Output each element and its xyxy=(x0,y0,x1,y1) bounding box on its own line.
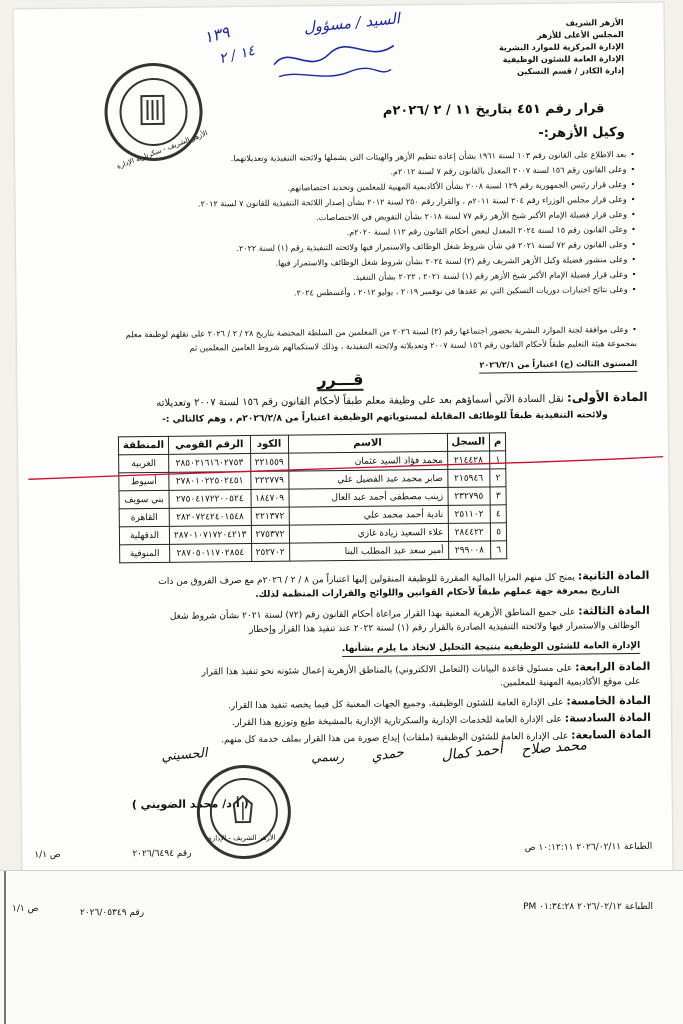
handwritten-note: السيد / مسؤول xyxy=(302,9,401,37)
table-cell: ٢١٤٤٢٨ xyxy=(447,451,490,469)
table-cell: نادية أحمد محمد علي xyxy=(289,505,448,525)
table-cell: أمير سعد عبد المطلب البنا xyxy=(289,541,448,561)
article-text: على الإدارة العامة للخدمات الإدارية والسكرتارية الإدارية بالمشيخة طبع وتوزيع هذا القرار. xyxy=(232,714,562,729)
col-header: السجل xyxy=(447,433,490,451)
preamble-title: وكيل الأزهر:- xyxy=(538,125,625,141)
article-5 xyxy=(26,695,651,715)
table-row xyxy=(120,541,508,563)
preamble-item: • بعد الاطلاع على القانون رقم ١٠٣ لسنة ١٩٦١ بشأن إعادة تنظيم الأزهر والهيئات التي يشملها ولائحته التنفيذية وتعديلاتهما. xyxy=(35,147,635,168)
signature: حمدي xyxy=(370,745,405,765)
reference-number: رقم ٢٠٢٦/٦٤٩٤ xyxy=(132,848,192,860)
table-cell: علاء السعيد زيادة غازي xyxy=(289,523,448,543)
article-text: نقل السادة الآتي أسماؤهم بعد على وظيفة معلم طبقاً لأحكام القانون رقم ١٥٦ لسنة ٢٠٠٧ وتعديلاته xyxy=(156,393,564,409)
letterhead-line: إدارة الكادر / قسم التسكين xyxy=(517,66,625,77)
red-pen-mark xyxy=(18,451,668,488)
table-cell: ٣ xyxy=(490,487,507,505)
article-1 xyxy=(22,389,647,430)
table-cell: ٦ xyxy=(491,541,508,559)
article-3 xyxy=(25,604,650,661)
table-cell: ٢٥٢٧٠٢ xyxy=(251,543,289,561)
decision-number: قرار رقم ٤٥١ بتاريخ ١١ / ٢ /٢٠٢٦م xyxy=(382,101,605,119)
seal-text: الأزهر الشريف - الإدارة xyxy=(208,833,276,843)
table-cell: محمد فؤاد السيد عثمان xyxy=(288,451,447,471)
col-header: الاسم xyxy=(288,433,447,453)
page-indicator: ص ١/١ xyxy=(34,849,61,861)
table-cell: ٢٧٨٠١٠٢٢٥٠٢٤٥١ xyxy=(169,471,251,490)
table-cell: ٢٨٤٤٢٢ xyxy=(448,523,491,541)
letterhead xyxy=(404,17,625,79)
preamble-item: • وعلى القانون رقم ١٥ لسنة ٢٠٢٤ المعدل لبعض أحكام القانون رقم ١١٢ لسنة ٢٠٢٠م. xyxy=(36,222,636,243)
approval-line: • وعلى موافقة لجنة الموارد البشرية بحضور اجتماعها رقم (٢) لسنة ٢٠٢٦ من المعلمين من السلطة المختصة بتاريخ ٢٨ / ٢ / ٢٠٢٦ على نقلهم لوظيفة معلم xyxy=(37,323,637,343)
table-cell: زينب مصطفى أحمد عبد العال xyxy=(289,487,448,507)
preamble-item: • وعلى قرار فضيلة الإمام الأكبر شيخ الأزهر رقم (١) لسنة ٢٠٢١ ، ٢٠٢٢ بشأن التنفيذ. xyxy=(36,267,636,288)
table-cell: ١ xyxy=(490,451,507,469)
table-cell: ٤ xyxy=(490,505,507,523)
table-cell: ٢ xyxy=(490,469,507,487)
letterhead-line: الأزهر الشريف xyxy=(565,18,624,28)
preamble-list xyxy=(35,147,637,303)
article-text: الوظائف والاستمرار فيها ولائحته التنفيذية الصادرة بالقرار رقم (١) لسنة ٢٠٢٢ عند تنفيذ هذا القرار وإخطار xyxy=(249,620,640,635)
table-cell: ٢٥١١٠٢ xyxy=(448,505,491,523)
article-text: على الإدارة العامة للشئون الوظيفية، وجميع الجهات المعنية كل فيما يخصه تنفيذ هذا القرار. xyxy=(227,697,564,712)
article-text: الإدارة العامة للشئون الوظيفية بنتيجة التحليل لاتخاذ ما يلزم بشأنها. xyxy=(342,639,641,657)
seal-text: الأزهر الشريف - سكرتارية الإدارة xyxy=(115,129,209,171)
table-cell: ٢٢٢٧٧٩ xyxy=(250,471,288,489)
letterhead-line: المجلس الأعلى للأزهر xyxy=(536,30,624,40)
table-cell: المنوفية xyxy=(120,544,170,563)
table-cell: ٢٢١٣٧٢ xyxy=(251,507,289,525)
second-page-strip xyxy=(0,870,683,1024)
table-cell: ٢٨٢٠٧٢٤٢٤٠١٥٤٨ xyxy=(169,507,251,526)
article-label: المادة الرابعة: xyxy=(574,659,651,674)
handwritten-date: ١٤ / ٢ xyxy=(217,42,257,68)
article-label: المادة الثانية: xyxy=(577,568,650,583)
article-text: على موقع الأكاديمية المهنية للمعلمين. xyxy=(499,676,641,689)
article-text: على مسئول قاعدة البيانات (التعامل الالكتروني) بالمناطق الأزهرية إعمال شئونه نحو تنفيذ هذا القرار xyxy=(201,663,573,678)
letterhead-line: الإدارة العامة للشئون الوظيفية xyxy=(502,54,625,65)
col-header: م xyxy=(489,433,506,451)
table-cell: ٢٩٩٠٠٨ xyxy=(448,541,491,559)
signature-seal xyxy=(196,765,291,860)
table-cell: ٢٨٧٠١٠٧١٧٢٠٤٢١٣ xyxy=(169,525,251,544)
table-cell: الدقهلية xyxy=(119,526,169,545)
table-cell: أسيوط xyxy=(119,472,169,491)
col-header: الكود xyxy=(250,435,288,453)
table-cell: ٢١٥٩٤٦ xyxy=(447,469,490,487)
page-indicator: ص ١/١ xyxy=(12,904,39,914)
article-2 xyxy=(24,569,649,605)
approval-line: بمجموعة هيئة التعليم طبقاً لأحكام القانون رقم ١٥٦ لسنة ٢٠٠٧ وتعديلاته ولائحته التنفيذية ، وذلك لاستكمالهم شروط العامين المعلمين ثم xyxy=(189,338,638,353)
article-text: ولائحته التنفيذية طبقاً للوظائف المقابلة لمستوياتهم الوظيفية اعتباراً من ٢٠٢٦/٢/٨م ، وهم كالتالي :- xyxy=(162,410,608,425)
seal-eagle-icon xyxy=(228,792,258,828)
official-seal xyxy=(104,62,209,171)
preamble-item: • وعلى القانون رقم ١٥٦ لسنة ٢٠٠٧ المعدل بالقانون رقم ٧ لسنة ٢٠١٢م. xyxy=(35,162,635,183)
signature: رسمي xyxy=(311,750,345,765)
preamble-item: • وعلى قرار فضيلة الإمام الأكبر شيخ الأزهر رقم ٧٧ لسنة ٢٠١٨ بشأن التفويض في الاختصاصات. xyxy=(36,207,636,228)
article-label: المادة السادسة: xyxy=(564,710,651,725)
table-cell: ٢٨٥٠٢١٦١٦٠٢٧٥٣ xyxy=(169,453,251,472)
preamble-item: • وعلى نتائج اختبارات دوريات التسكين التي تم عقدها في نوفمبر ٢٠١٩ ، يوليو ٢٠١٢ ، وأغسطس ٢٠٢٤. xyxy=(36,282,636,303)
print-timestamp: الطباعة ٢٠٢٦/٠٢/١١ ١٠:١٢:١١ ص xyxy=(524,841,653,854)
official-name: ( أ.د/ محمد الضويني ) xyxy=(131,797,249,812)
article-label: المادة الخامسة: xyxy=(566,693,651,708)
preamble-item: • وعلى القانون رقم ٧٢ لسنة ٢٠٢١ في شأن شروط شغل الوظائف والاستمرار فيها ولائحته التنفيذية رقم (١) لسنة ٢٠٢٢. xyxy=(36,237,636,258)
article-text: يمنح كل منهم المزايا المالية المقررة للوظيفة المنقولين إليها اعتباراً من ٨ / ٢ / ٢٠٢٦م مع صرف الفروق من ذات xyxy=(158,572,576,587)
article-text: التاريخ بمعرفة جهة عملهم طبقاً لأحكام القوانين واللوائح والقرارات المنظمة لذلك. xyxy=(255,586,620,600)
table-cell: صابر محمد عبد الفضيل علي xyxy=(288,469,447,489)
decree-sheet xyxy=(13,3,672,882)
table-cell: الغربية xyxy=(119,454,169,473)
article-6 xyxy=(26,712,651,732)
table-cell: ٥ xyxy=(490,523,507,541)
approval-line-underlined: المستوى الثالث (ج) اعتباراً من ٢٠٢٦/٢/١ xyxy=(479,357,637,374)
table-cell: ٢٨٧٠٥٠١١٧٠٢٨٥٤ xyxy=(170,543,252,562)
decision-title: قـــرر xyxy=(317,369,364,390)
handwritten-number: ١٣٩ xyxy=(201,22,232,48)
signature: الحسيني xyxy=(160,745,209,765)
table-cell: ١٨٤٧٠٩ xyxy=(250,489,288,507)
table-cell: ٢٧٥٣٧٢ xyxy=(251,525,289,543)
letterhead-line: الإدارة المركزية للموارد البشرية xyxy=(498,42,624,53)
article-label: المادة الأولى: xyxy=(566,389,648,405)
article-label: المادة السابعة: xyxy=(570,727,652,742)
preamble-item: • وعلى منشور فضيلة وكيل الأزهر الشريف رقم (٢) لسنة ٢٠٢٤ بشأن شروط شغل الوظائف والاستمرار فيها. xyxy=(36,252,636,273)
reference-number: رقم ٢٠٢٦/٠٥٣٤٩ xyxy=(80,908,145,918)
article-4 xyxy=(25,660,650,696)
table-cell: القاهرة xyxy=(119,508,169,527)
articles-list xyxy=(24,569,651,753)
preamble-item: • وعلى قرار مجلس الوزراء رقم ٢٠٤ لسنة ٢٠١١م ، والقرار رقم ٢٥٠ لسنة ٢٠١٢ بشأن إصدار اللائحة التنفيذية للقانون ٧ لسنة ٢٠١٢. xyxy=(35,192,635,213)
signature: أحمد كمال xyxy=(440,741,504,765)
handwriting-scribble xyxy=(269,33,400,84)
table-cell: ٢٧٥٠٤١٧٢٢٠٠٥٢٤ xyxy=(169,489,251,508)
seal-emblem-icon xyxy=(137,92,167,128)
scan-edge xyxy=(4,871,6,1024)
article-text: على جميع المناطق الأزهرية المعنية بهذا القرار مراعاة أحكام القانون رقم (٧٢) لسنة ٢٠٢١ بشأن شروط شغل xyxy=(169,607,576,622)
col-header: الرقم القومي xyxy=(168,435,250,454)
col-header: المنطقة xyxy=(118,436,168,455)
preamble-item: • وعلى قرار رئيس الجمهورية رقم ١٢٩ لسنة ٢٠٠٨ بشأن الأكاديمية المهنية للمعلمين وتحديد اختصاصاتهم. xyxy=(35,177,635,198)
article-text: على الإدارة العامة للشئون الوظيفية (ملفات) إيداع صورة من هذا القرار بملف خدمة كل منهم. xyxy=(221,731,569,746)
table-cell: بني سويف xyxy=(119,490,169,509)
print-timestamp: الطباعة ٢٠٢٦/٠٢/١٢ ٠١:٣٤:٢٨ PM xyxy=(523,902,653,912)
signature: محمد صلاح xyxy=(520,737,588,759)
article-label: المادة الثالثة: xyxy=(578,603,650,618)
table-cell: ٢٣٢٧٩٥ xyxy=(447,487,490,505)
table-cell: ٢٢١٥٥٩ xyxy=(250,453,288,471)
